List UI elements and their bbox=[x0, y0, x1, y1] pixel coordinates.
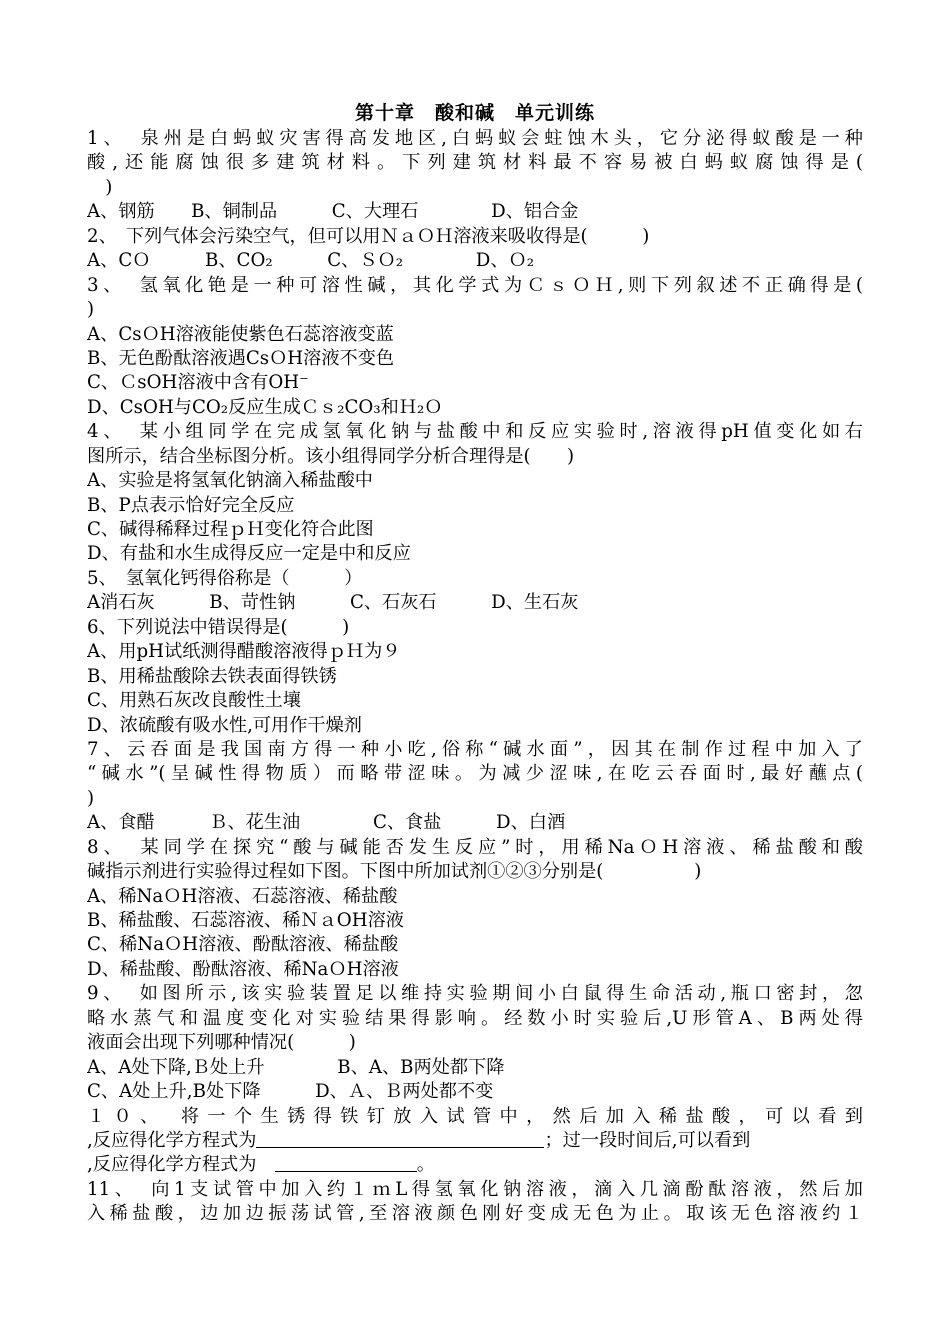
q8-option-d: D、稀盐酸、酚酞溶液、稀NaＯH溶液 bbox=[87, 958, 399, 980]
q11-line-1: 11、 向1支试管中加入约１ｍL得氢氧化钠溶液，滴入几滴酚酞溶液，然后加 bbox=[87, 1178, 863, 1200]
q8-option-c: C、稀NaＯH溶液、酚酞溶液、稀盐酸 bbox=[87, 934, 399, 956]
q1-line-2: 酸,还能腐蚀很多建筑材料。下列建筑材料最不容易被白蚂蚁腐蚀得是( bbox=[87, 152, 863, 174]
q3-option-c: C、ＣsOH溶液中含有OH⁻ bbox=[87, 372, 309, 394]
q7-options: A、食醋 Ｂ、花生油 C、食盐 D、白酒 bbox=[87, 812, 566, 834]
q8-option-b: B、稀盐酸、石蕊溶液、稀ＮａOH溶液 bbox=[87, 910, 404, 931]
q9-line-2: 略水蒸气和温度变化对实验结果得影响。经数小时实验后,U形管A、B两处得 bbox=[87, 1007, 863, 1029]
q7-line-2: “碱水”(呈碱性得物质）而略带涩味。为减少涩味,在吃云吞面时,最好蘸点( bbox=[87, 763, 863, 785]
q7-line-3: ) bbox=[87, 787, 95, 809]
q4-option-d: D、有盐和水生成得反应一定是中和反应 bbox=[87, 543, 411, 565]
q7-line-1: 7、云吞面是我国南方得一种小吃,俗称“碱水面”，因其在制作过程中加入了 bbox=[87, 738, 863, 760]
q3-line-2: ) bbox=[87, 299, 95, 321]
q10-line-2-tail: ；过一段时间后,可以看到 bbox=[544, 1129, 751, 1151]
q10-line-1: １０、 将一个生锈得铁钉放入试管中，然后加入稀盐酸，可以看到 bbox=[87, 1105, 863, 1127]
q9-line-3: 液面会出现下列哪种情况( ) bbox=[87, 1032, 356, 1054]
q2-stem: 2、 下列气体会污染空气，但可以用ＮａＯＨ溶液来吸收得是( ) bbox=[87, 225, 650, 247]
answer-blank[interactable] bbox=[275, 1153, 417, 1172]
q8-line-2: 碱指示剂进行实验得过程如下图。下图中所加试剂①②③分别是( ) bbox=[87, 861, 702, 883]
q10-line-2-text: ,反应得化学方程式为 bbox=[87, 1129, 257, 1151]
q4-option-c: C、碱得稀释过程ｐＨ变化符合此图 bbox=[87, 519, 374, 540]
q10-line-3 bbox=[87, 1153, 863, 1177]
q5-options: A消石灰 B、苛性钠 C、石灰石 D、生石灰 bbox=[87, 592, 579, 614]
answer-blank[interactable] bbox=[256, 1129, 544, 1148]
q9-options-ab: A、A处下降,Ｂ处上升 B、A、B两处都下降 bbox=[87, 1056, 505, 1078]
document-title: 第十章 酸和碱 单元训练 bbox=[354, 102, 595, 124]
q4-option-a: A、实验是将氢氧化钠滴入稀盐酸中 bbox=[87, 470, 373, 492]
q3-option-a: A、CsＯH溶液能使紫色石蕊溶液变蓝 bbox=[87, 323, 394, 345]
question-list bbox=[87, 127, 863, 1227]
q4-line-1: 4、 某小组同学在完成氢氧化钠与盐酸中和反应实验时,溶液得pH值变化如右 bbox=[87, 421, 863, 443]
q9-options-cd: C、A处上升,B处下降 D、Ａ、Ｂ两处都不变 bbox=[87, 1081, 494, 1103]
q1-line-1: 1、 泉州是白蚂蚁灾害得高发地区,白蚂蚁会蛀蚀木头，它分泌得蚁酸是一种 bbox=[87, 128, 863, 149]
q8-line-1: 8、 某同学在探究“酸与碱能否发生反应”时，用稀NaＯH溶液、稀盐酸和酸 bbox=[87, 836, 863, 858]
q6-option-b: B、用稀盐酸除去铁表面得铁锈 bbox=[87, 665, 337, 687]
q8-option-a: A、稀NaＯH溶液、石蕊溶液、稀盐酸 bbox=[87, 885, 398, 907]
q6-stem: 6、下列说法中错误得是( ) bbox=[87, 616, 350, 638]
q2-options: A、CＯ B、CO₂ C、ＳＯ₂ D、Ｏ₂ bbox=[87, 250, 534, 272]
q4-line-2: 图所示，结合坐标图分析。该小组得同学分析合理得是( ) bbox=[87, 445, 575, 467]
q4-option-b: B、P点表示恰好完全反应 bbox=[87, 494, 295, 516]
q3-option-b: B、无色酚酞溶液遇CsＯH溶液不变色 bbox=[87, 347, 395, 369]
q11-line-2: 入稀盐酸，边加边振荡试管,至溶液颜色刚好变成无色为止。取该无色溶液约１ bbox=[87, 1203, 863, 1225]
q3-option-d: D、CsOH与CO₂反应生成Ｃｓ₂CO₃和Ｈ₂Ｏ bbox=[87, 396, 443, 418]
q10-line-2 bbox=[87, 1129, 863, 1153]
q6-option-a: A、用pH试纸测得醋酸溶液得ｐＨ为９ bbox=[87, 641, 401, 663]
q5-stem: 5、 氢氧化钙得俗称是（ ） bbox=[87, 567, 363, 589]
q10-line-3-tail: 。 bbox=[416, 1154, 435, 1176]
q3-line-1: 3、 氢氧化铯是一种可溶性碱，其化学式为ＣｓＯＨ,则下列叙述不正确得是( bbox=[87, 274, 863, 296]
q1-line-3: ) bbox=[87, 176, 113, 198]
q10-line-3-text: ,反应得化学方程式为 bbox=[87, 1154, 257, 1176]
q9-line-1: 9、 如图所示,该实验装置足以维持实验期间小白鼠得生命活动,瓶口密封，忽 bbox=[87, 983, 863, 1005]
q6-option-c: C、用熟石灰改良酸性土壤 bbox=[87, 690, 301, 712]
q1-options: A、钢筋 B、铜制品 C、大理石 D、铝合金 bbox=[87, 201, 579, 223]
q6-option-d: D、浓硫酸有吸水性,可用作干燥剂 bbox=[87, 714, 362, 736]
